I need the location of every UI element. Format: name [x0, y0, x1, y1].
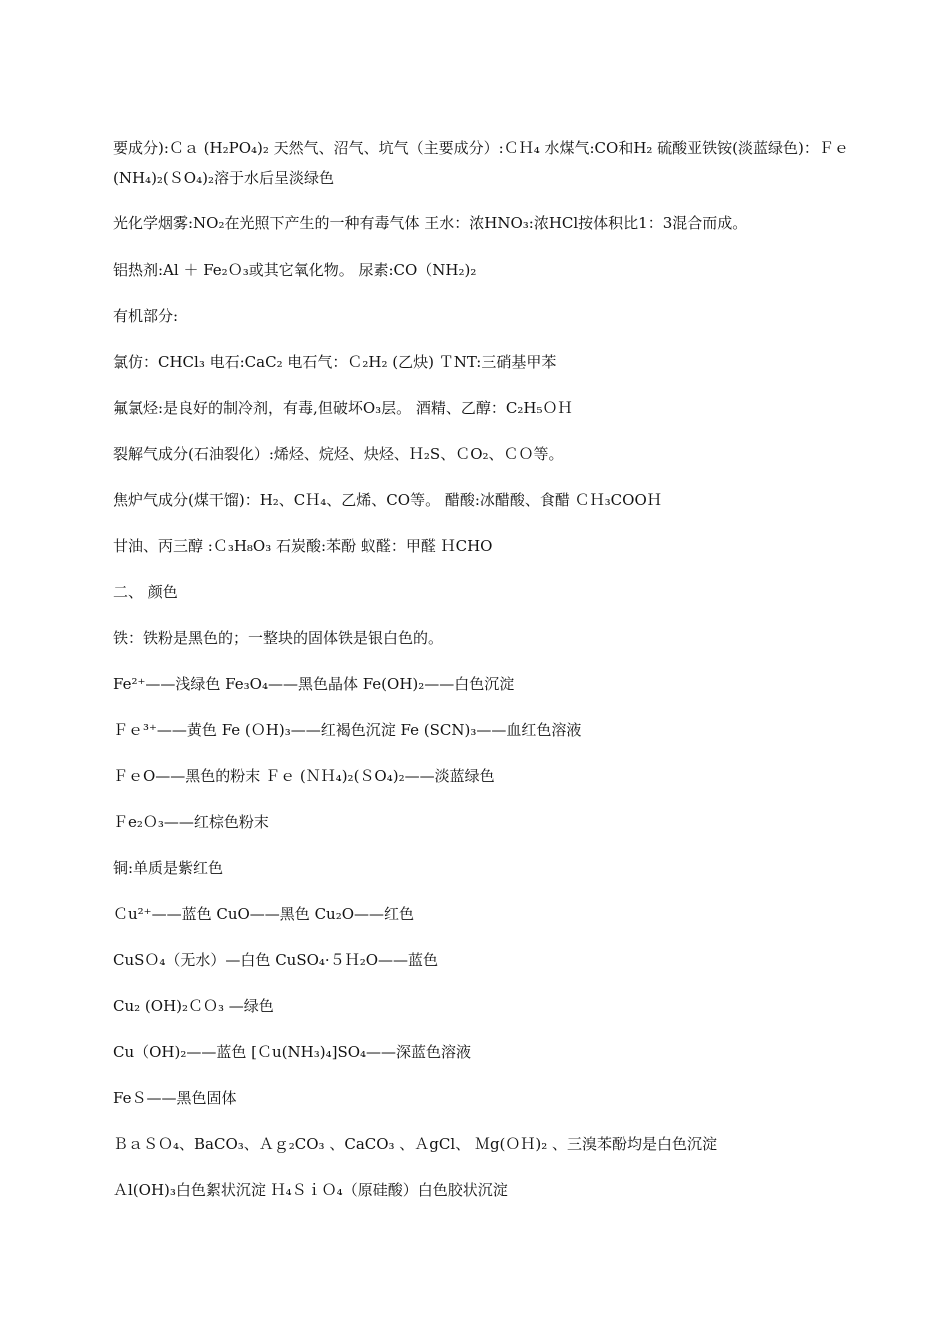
- text-line: 氯仿：CHCl₃ 电石:CaC₂ 电石气：Ｃ₂H₂ (乙炔) ＴNT:三硝基甲苯: [113, 353, 557, 371]
- text-line: CuSＯ₄（无水）—白色 CuSO₄·５Ｈ₂O——蓝色: [113, 951, 438, 969]
- text-line: 光化学烟雾:NO₂在光照下产生的一种有毒气体 王水：浓HNO₃:浓HCl按体积比1：3混合而成。: [113, 214, 748, 232]
- text-line: 铜:单质是紫红色: [113, 859, 224, 877]
- section-heading: 二、 颜色: [113, 583, 178, 601]
- text-line: Ｆｅ³⁺——黄色 Fe (ＯH)₃——红褐色沉淀 Fe (SCN)₃——血红色溶液: [113, 721, 582, 739]
- text-line: Cu₂ (OH)₂ＣＯ₃ —绿色: [113, 997, 274, 1015]
- text-line: Fe²⁺——浅绿色 Fe₃O₄——黑色晶体 Fe(OH)₂——白色沉淀: [113, 675, 515, 693]
- text-line: 氟氯烃:是良好的制冷剂，有毒,但破坏O₃层。 酒精、乙醇：C₂H₅ＯＨ: [113, 399, 573, 417]
- section-heading: 有机部分:: [113, 307, 179, 325]
- text-line: ＢａＳＯ₄、BaCO₃、Ａｇ₂CO₃ 、CaCO₃ 、ＡgCl、 Ｍg(ＯＨ)₂ 、三溴苯酚均是白色沉淀: [113, 1135, 718, 1153]
- text-line: Cu（OH)₂——蓝色 [Ｃu(NH₃)₄]SO₄——深蓝色溶液: [113, 1043, 472, 1061]
- text-line: ＦｅO——黑色的粉末 Ｆｅ (ＮＨ₄)₂(ＳO₄)₂——淡蓝绿色: [113, 767, 495, 785]
- text-line: Ｃu²⁺——蓝色 CuO——黑色 Cu₂O——红色: [113, 905, 415, 923]
- text-line: 铝热剂:Al ＋ Fe₂Ｏ₃或其它氧化物。 尿素:CO（NH₂)₂: [113, 261, 477, 279]
- text-line: 焦炉气成分(煤干馏)：H₂、CＨ₄、乙烯、CO等。 醋酸:冰醋酸、食醋 ＣＨ₃COOＨ: [113, 491, 662, 509]
- text-line: 铁：铁粉是黑色的；一整块的固体铁是银白色的。: [113, 629, 444, 647]
- text-line: 要成分):Ｃａ (H₂PO₄)₂ 天然气、沼气、坑气（主要成分）:ＣＨ₄ 水煤气:CO和H₂ 硫酸亚铁铵(淡蓝绿色)：Ｆｅ (NH₄)₂(ＳO₄)₂溶于水后呈淡绿色: [113, 139, 849, 187]
- text-line: 甘油、丙三醇 :Ｃ₃H₈O₃ 石炭酸:苯酚 蚁醛：甲醛 ＨCHO: [113, 537, 493, 555]
- text-line: FeＳ——黑色固体: [113, 1089, 237, 1107]
- text-line: Ａl(OH)₃白色絮状沉淀 Ｈ₄ＳｉＯ₄（原硅酸）白色胶状沉淀: [113, 1181, 508, 1199]
- text-line: 裂解气成分(石油裂化）:烯烃、烷烃、炔烃、Ｈ₂S、ＣO₂、ＣＯ等。: [113, 445, 564, 463]
- text-line: Ｆe₂Ｏ₃——红棕色粉末: [113, 813, 269, 831]
